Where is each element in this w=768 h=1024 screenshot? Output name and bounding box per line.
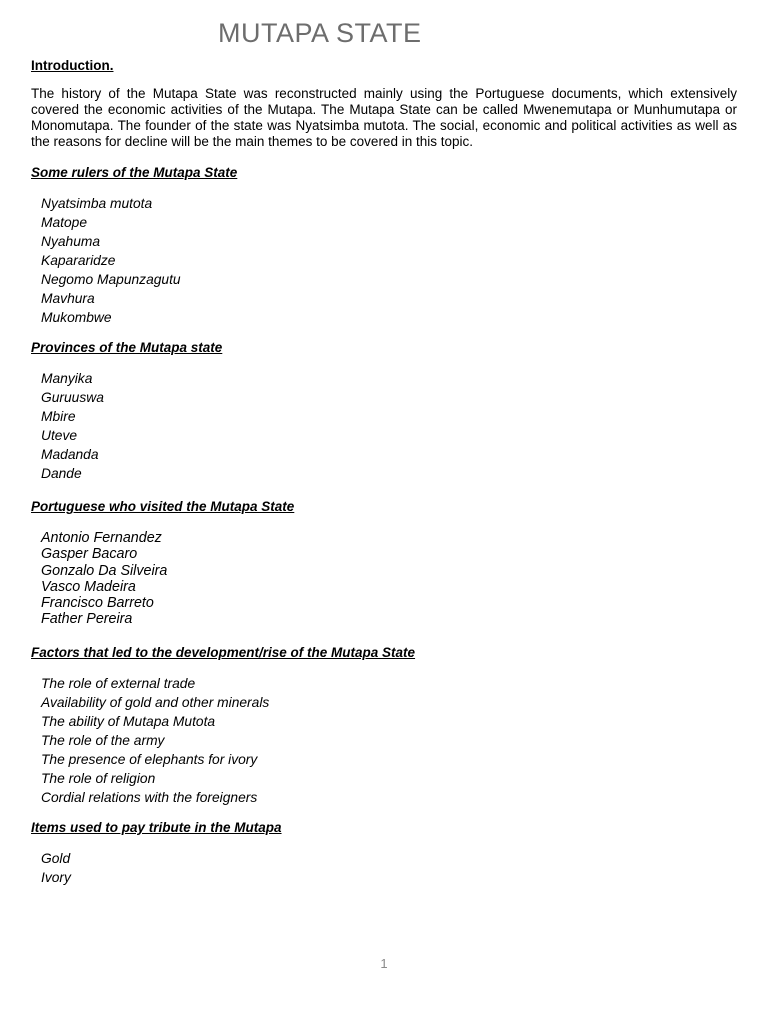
list-item: Mukombwe xyxy=(41,310,112,325)
portuguese-visitors-list xyxy=(31,530,737,628)
page-number: 1 xyxy=(380,956,388,971)
list-item: Antonio Fernandez xyxy=(41,530,162,546)
page-title: MUTAPA STATE xyxy=(218,18,422,48)
provinces-list xyxy=(31,369,737,483)
list-item: Father Pereira xyxy=(41,611,133,628)
list-item: Gold xyxy=(41,850,71,866)
list-item: The role of the army xyxy=(41,732,165,748)
list-item: Francisco Barreto xyxy=(41,595,154,612)
list-item: Cordial relations with the foreigners xyxy=(41,789,258,805)
section-heading-factors: Factors that led to the development/rise of the Mutapa State xyxy=(31,644,416,660)
intro-heading: Introduction. xyxy=(31,58,114,73)
list-item: Ivory xyxy=(41,869,71,885)
list-item: Mavhura xyxy=(41,291,95,306)
list-item: The role of external trade xyxy=(41,675,196,691)
rulers-list xyxy=(31,194,737,327)
list-item: Dande xyxy=(41,466,82,481)
section-heading-portuguese-visitors: Portuguese who visited the Mutapa State xyxy=(31,499,295,514)
list-item: Manyika xyxy=(41,371,93,386)
list-item: The role of religion xyxy=(41,770,156,786)
list-item: Nyatsimba mutota xyxy=(41,196,153,211)
list-item: The ability of Mutapa Mutota xyxy=(41,713,216,729)
list-item: The presence of elephants for ivory xyxy=(41,751,258,767)
section-heading-rulers: Some rulers of the Mutapa State xyxy=(31,165,238,180)
section-heading-tribute-items: Items used to pay tribute in the Mutapa xyxy=(31,819,282,835)
list-item: Negomo Mapunzagutu xyxy=(41,272,181,287)
list-item: Kapararidze xyxy=(41,253,116,268)
document-body xyxy=(31,57,737,887)
list-item: Madanda xyxy=(41,447,99,462)
list-item: Availability of gold and other minerals xyxy=(41,694,270,710)
list-item: Gonzalo Da Silveira xyxy=(41,562,168,579)
list-item: Uteve xyxy=(41,428,78,443)
factors-list xyxy=(31,674,737,807)
list-item: Vasco Madeira xyxy=(41,578,136,595)
list-item: Guruuswa xyxy=(41,390,104,405)
list-item: Matope xyxy=(41,215,88,230)
tribute-items-list xyxy=(31,849,737,887)
list-item: Gasper Bacaro xyxy=(41,546,138,563)
intro-paragraph: The history of the Mutapa State was reconstructed mainly using the Portuguese documents, which extensively covered the economic activities of the Mutapa. The Mutapa State can be called Mwenemutapa or Munhumutapa or Monomutapa. The founder of the state was Nyatsimba mutota. The social, economic and political activities as well as the reasons for decline will be the main themes to be covered in this topic. xyxy=(31,86,737,149)
list-item: Nyahuma xyxy=(41,234,101,249)
list-item: Mbire xyxy=(41,409,76,424)
section-heading-provinces: Provinces of the Mutapa state xyxy=(31,340,223,355)
